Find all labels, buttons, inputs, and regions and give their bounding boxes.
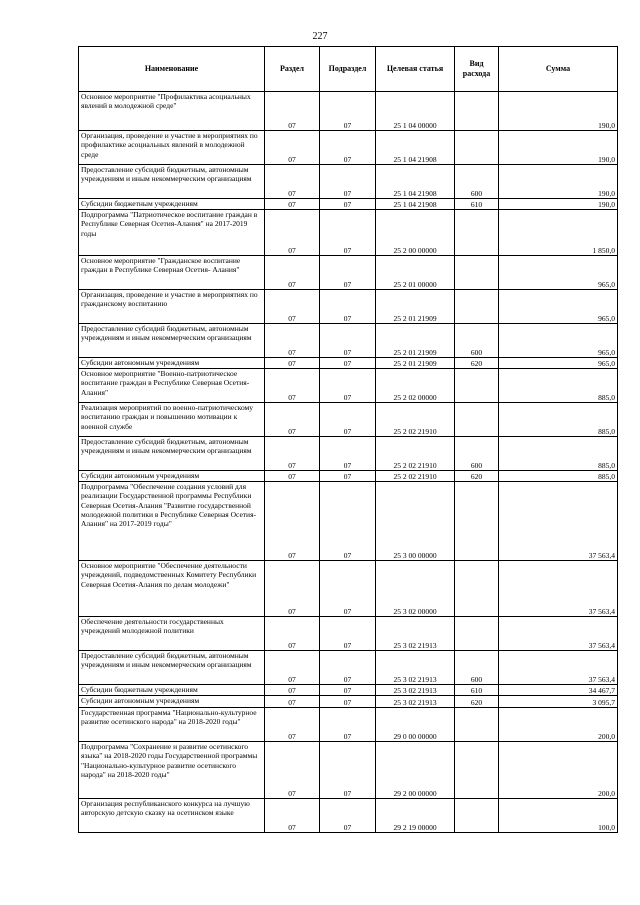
cell-section: 07: [265, 471, 320, 482]
cell-expense-type: 620: [455, 358, 499, 369]
cell-expense-type: 600: [455, 165, 499, 199]
cell-expense-type: [455, 799, 499, 833]
cell-sum: 37 563,4: [499, 561, 618, 617]
cell-name: Организация, проведение и участие в мероприятиях по профилактике асоциальных явлений в молодежной среде: [79, 131, 265, 165]
cell-sum: 965,0: [499, 290, 618, 324]
cell-subsection: 07: [320, 324, 376, 358]
cell-section: 07: [265, 324, 320, 358]
cell-expense-type: [455, 403, 499, 437]
cell-name: Основное мероприятие "Военно-патриотическое воспитание граждан в Республике Северная Осетия- Алания": [79, 369, 265, 403]
cell-target: 25 3 02 21913: [376, 617, 455, 651]
cell-subsection: 07: [320, 651, 376, 685]
cell-section: 07: [265, 617, 320, 651]
table-row: [79, 210, 618, 256]
cell-sum: 885,0: [499, 369, 618, 403]
cell-name: Предоставление субсидий бюджетным, автономным учреждениям и иным некоммерческим организациям: [79, 651, 265, 685]
cell-name: Основное мероприятие "Обеспечение деятельности учреждений, подведомственных Комитету Республики Северная Осетия-Алания по делам молодежи": [79, 561, 265, 617]
cell-name: Субсидии бюджетным учреждениям: [79, 199, 265, 210]
cell-expense-type: 600: [455, 324, 499, 358]
cell-subsection: 07: [320, 799, 376, 833]
table-row: [79, 561, 618, 617]
cell-expense-type: [455, 708, 499, 742]
table-row: [79, 696, 618, 708]
cell-subsection: 07: [320, 696, 376, 708]
table-row: [79, 290, 618, 324]
header-sum: Сумма: [499, 47, 618, 92]
cell-expense-type: [455, 131, 499, 165]
cell-expense-type: 610: [455, 685, 499, 696]
cell-subsection: 07: [320, 290, 376, 324]
cell-sum: 200,0: [499, 742, 618, 799]
table-row: [79, 437, 618, 471]
table-row: [79, 92, 618, 131]
cell-section: 07: [265, 651, 320, 685]
cell-target: 25 2 01 21909: [376, 324, 455, 358]
cell-section: 07: [265, 799, 320, 833]
cell-sum: 1 850,0: [499, 210, 618, 256]
cell-section: 07: [265, 696, 320, 708]
cell-sum: 190,0: [499, 131, 618, 165]
page-number: 227: [312, 31, 328, 42]
cell-target: 25 2 02 21910: [376, 437, 455, 471]
cell-subsection: 07: [320, 437, 376, 471]
cell-sum: 190,0: [499, 199, 618, 210]
cell-expense-type: [455, 561, 499, 617]
table-row: [79, 165, 618, 199]
cell-sum: 190,0: [499, 165, 618, 199]
cell-section: 07: [265, 290, 320, 324]
cell-subsection: 07: [320, 358, 376, 369]
table-row: [79, 482, 618, 561]
table-row: [79, 131, 618, 165]
table-row: [79, 685, 618, 696]
cell-section: 07: [265, 358, 320, 369]
cell-subsection: 07: [320, 210, 376, 256]
table-row: [79, 651, 618, 685]
cell-subsection: 07: [320, 92, 376, 131]
cell-section: 07: [265, 369, 320, 403]
cell-sum: 34 467,7: [499, 685, 618, 696]
cell-section: 07: [265, 437, 320, 471]
header-expense-type: Вид расхода: [455, 47, 499, 92]
cell-sum: 190,0: [499, 92, 618, 131]
table-header-row: [79, 47, 618, 92]
cell-section: 07: [265, 482, 320, 561]
cell-subsection: 07: [320, 617, 376, 651]
cell-subsection: 07: [320, 742, 376, 799]
cell-expense-type: [455, 92, 499, 131]
cell-target: 25 2 01 21909: [376, 290, 455, 324]
cell-target: 25 3 02 21913: [376, 696, 455, 708]
cell-expense-type: 610: [455, 199, 499, 210]
table-row: [79, 403, 618, 437]
cell-section: 07: [265, 92, 320, 131]
cell-subsection: 07: [320, 403, 376, 437]
cell-section: 07: [265, 210, 320, 256]
cell-subsection: 07: [320, 131, 376, 165]
cell-expense-type: 620: [455, 471, 499, 482]
cell-name: Субсидии автономным учреждениям: [79, 471, 265, 482]
cell-sum: 965,0: [499, 256, 618, 290]
cell-name: Государственная программа "Национально-культурное развитие осетинского народа" на 2018-2020 годы": [79, 708, 265, 742]
cell-section: 07: [265, 403, 320, 437]
cell-subsection: 07: [320, 708, 376, 742]
cell-subsection: 07: [320, 369, 376, 403]
cell-target: 25 2 02 21910: [376, 403, 455, 437]
cell-expense-type: [455, 256, 499, 290]
cell-target: 25 1 04 00000: [376, 92, 455, 131]
table-row: [79, 742, 618, 799]
cell-name: Подпрограмма "Обеспечение создания условий для реализации Государственной программы Республики Северная Осетия-Алания "Развитие государственной молодежной политики в Республике Северная Осетия-Алания" на 2017-2019 годы": [79, 482, 265, 561]
cell-expense-type: [455, 617, 499, 651]
cell-sum: 100,0: [499, 799, 618, 833]
cell-target: 25 2 02 21910: [376, 471, 455, 482]
cell-target: 25 1 04 21908: [376, 199, 455, 210]
header-section: Раздел: [265, 47, 320, 92]
cell-subsection: 07: [320, 199, 376, 210]
cell-sum: 965,0: [499, 324, 618, 358]
cell-sum: 885,0: [499, 471, 618, 482]
cell-name: Предоставление субсидий бюджетным, автономным учреждениям и иным некоммерческим организациям: [79, 165, 265, 199]
table-row: [79, 708, 618, 742]
cell-name: Подпрограмма "Патриотическое воспитание граждан в Республике Северная Осетия-Алания" на 2017-2019 годы: [79, 210, 265, 256]
cell-name: Субсидии автономным учреждениям: [79, 358, 265, 369]
cell-section: 07: [265, 131, 320, 165]
cell-name: Подпрограмма "Сохранение и развитие осетинского языка" на 2018-2020 годы Государственной программы "Национально-культурное развитие осетинского народа" на 2018-2020 годы": [79, 742, 265, 799]
cell-expense-type: [455, 369, 499, 403]
cell-target: 25 2 01 21909: [376, 358, 455, 369]
table-row: [79, 324, 618, 358]
table-row: [79, 199, 618, 210]
cell-target: 25 1 04 21908: [376, 131, 455, 165]
cell-section: 07: [265, 199, 320, 210]
cell-subsection: 07: [320, 482, 376, 561]
cell-name: Организация, проведение и участие в мероприятиях по гражданскому воспитанию: [79, 290, 265, 324]
cell-section: 07: [265, 165, 320, 199]
cell-expense-type: 600: [455, 651, 499, 685]
cell-sum: 37 563,4: [499, 651, 618, 685]
cell-subsection: 07: [320, 256, 376, 290]
cell-expense-type: [455, 210, 499, 256]
cell-section: 07: [265, 685, 320, 696]
table-row: [79, 358, 618, 369]
cell-subsection: 07: [320, 685, 376, 696]
cell-target: 25 3 02 00000: [376, 561, 455, 617]
table-row: [79, 617, 618, 651]
cell-section: 07: [265, 256, 320, 290]
cell-target: 25 3 02 21913: [376, 685, 455, 696]
cell-target: 25 3 00 00000: [376, 482, 455, 561]
cell-name: Основное мероприятие "Профилактика асоциальных явлений в молодежной среде": [79, 92, 265, 131]
cell-sum: 3 095,7: [499, 696, 618, 708]
header-target: Целевая статья: [376, 47, 455, 92]
header-subsection: Подраздел: [320, 47, 376, 92]
table-row: [79, 799, 618, 833]
cell-target: 25 2 02 00000: [376, 369, 455, 403]
header-name: Наименование: [79, 47, 265, 92]
table-row: [79, 256, 618, 290]
table-row: [79, 471, 618, 482]
cell-target: 29 2 19 00000: [376, 799, 455, 833]
cell-name: Предоставление субсидий бюджетным, автономным учреждениям и иным некоммерческим организациям: [79, 324, 265, 358]
cell-sum: 885,0: [499, 403, 618, 437]
cell-name: Предоставление субсидий бюджетным, автономным учреждениям и иным некоммерческим организациям: [79, 437, 265, 471]
cell-sum: 200,0: [499, 708, 618, 742]
cell-expense-type: [455, 482, 499, 561]
cell-target: 29 2 00 00000: [376, 742, 455, 799]
cell-name: Субсидии бюджетным учреждениям: [79, 685, 265, 696]
table-row: [79, 369, 618, 403]
cell-subsection: 07: [320, 471, 376, 482]
cell-subsection: 07: [320, 561, 376, 617]
cell-sum: 37 563,4: [499, 617, 618, 651]
cell-target: 29 0 00 00000: [376, 708, 455, 742]
cell-section: 07: [265, 708, 320, 742]
cell-sum: 885,0: [499, 437, 618, 471]
cell-target: 25 2 00 00000: [376, 210, 455, 256]
cell-name: Организация республиканского конкурса на лучшую авторскую детскую сказку на осетинском языке: [79, 799, 265, 833]
cell-subsection: 07: [320, 165, 376, 199]
cell-name: Субсидии автономным учреждениям: [79, 696, 265, 708]
cell-section: 07: [265, 742, 320, 799]
cell-section: 07: [265, 561, 320, 617]
cell-name: Реализация мероприятий по военно-патриотическому воспитанию граждан и повышению мотивации к военной службе: [79, 403, 265, 437]
cell-expense-type: [455, 290, 499, 324]
cell-name: Обеспечение деятельности государственных учреждений молодежной политики: [79, 617, 265, 651]
cell-sum: 37 563,4: [499, 482, 618, 561]
cell-target: 25 3 02 21913: [376, 651, 455, 685]
cell-target: 25 2 01 00000: [376, 256, 455, 290]
cell-expense-type: 620: [455, 696, 499, 708]
cell-sum: 965,0: [499, 358, 618, 369]
cell-target: 25 1 04 21908: [376, 165, 455, 199]
cell-expense-type: 600: [455, 437, 499, 471]
cell-name: Основное мероприятие "Гражданское воспитание граждан в Республике Северная Осетия- Алания": [79, 256, 265, 290]
budget-table: [78, 46, 618, 833]
cell-expense-type: [455, 742, 499, 799]
